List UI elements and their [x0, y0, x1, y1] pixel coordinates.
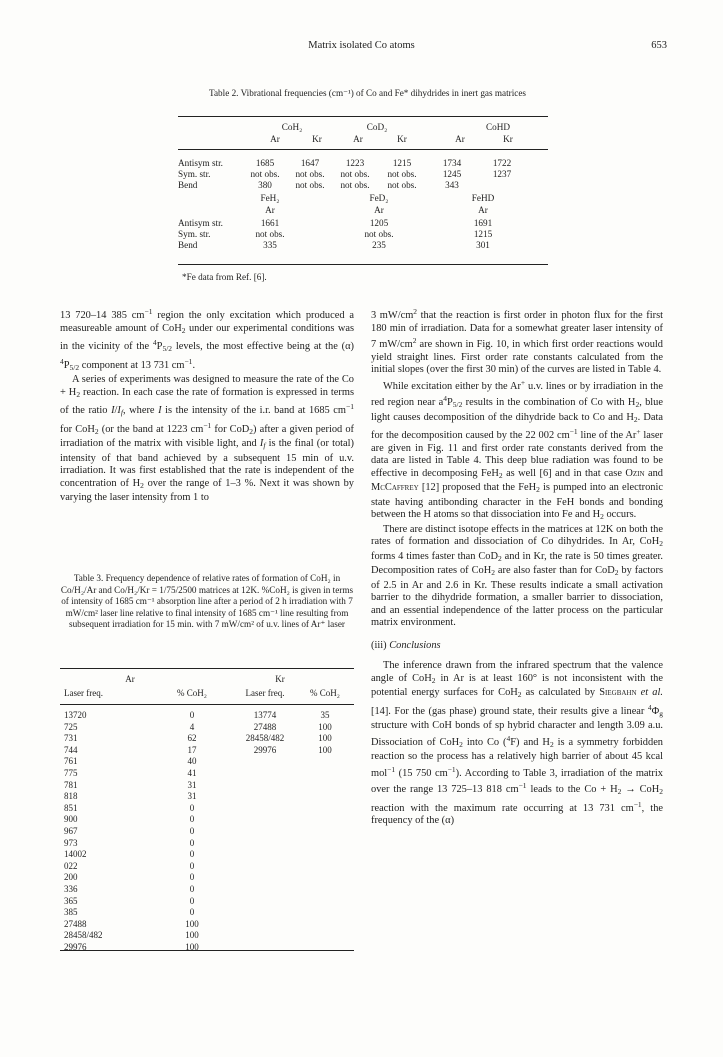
table2-matrix: Ar — [270, 134, 280, 144]
table3-ar-freq: 28458/482 — [64, 930, 103, 941]
table2-cell: not obs. — [255, 229, 285, 239]
table2-group: FeH₂ — [260, 193, 280, 203]
table2-cell: 1722 — [492, 158, 512, 168]
table3-ar-pct: 100 — [185, 942, 199, 952]
table2-cell: not obs. — [387, 180, 417, 190]
right-column-text: 3 $mW/cm^2$ that the reaction is first order in photon flux for the first 180 min of irradiation. Data for a somewhat greater laser intensity of 7 $mW/cm^2$ are shown in Fig. 10, in which first order reactions would yield straight lines. First order rate constants calculated from the initial slopes (over the first 30 min) of the curves are listed in Table 4. While excitation either by the Ar+ u.v. lines or by irradiation in the red region near $a^4P_{5/2}$ results in the combination of Co with $H_2$, blue light causes decomposition of the dihydride back to Co and $H_2$. Data for the decomposition caused by the 22 002 $cm^{-1}$ line of the Ar+ laser are given in Fig. 11 and first order rate constants derived from the data are listed in Table 4. This deep blue radiation was found to be effective in decomposing FeH$_2$ as well [6] and in that case Ozin and McCaffrey [12] proposed that the FeH$_2$ is pumped into an electronic state having antibonding character in the FeH bonds and bonding between the H atoms so that dissociation into Fe and $H_2$ occurs. There are distinct isotope effects in the matrices at 12K on both the rates of formation and dissociation of Co dihydrides. In Ar, CoH$_2$ forms 4 times faster than CoD$_2$ and in Kr, the rate is 50 times greater. Decomposition rates of CoH$_2$ are also faster than for CoD$_2$ by factors of 2.5 in Ar and 2.6 in Kr. These results indicate a small activation barrier to the dihydride formation, a smaller barrier to dissociation, and an essential independence of the latter process on the particular matrix environment. (iii) Conclusions The inference drawn from the infrared spectrum that the valence angle of CoH$_2$ in Ar is at least 160° is not inconsistent with the potential energy surfaces for CoH$_2$ as calculated by Siegbahn et al. [14]. For the (gas phase) ground state, their results give a linear $^4\Phi_g$ structure with CoH bonds of sp hybrid character and length 3.09 a.u. Dissociation of CoH$_2$ into Co ($^4$F) and $H_2$ is a symmetry forbidden reaction so the process has a relatively high barrier of about 45 kcal mol$^{-1}$ (15 750 $cm^{-1}$). According to Table 3, irradiation of the matrix over the range 13 725–13 818 $cm^{-1}$ leads to the $Co + H_2 \to CoH_2$ reaction with the maximum rate occurring at 13 731 $cm^{-1}$, the frequency of the (α) — [371, 307, 664, 826]
page-number: 653 — [651, 40, 667, 51]
table2-row-label: Antisym str. — [178, 158, 223, 168]
table2-matrix: Ar — [455, 134, 465, 144]
table3-ar-pct: 100 — [185, 918, 199, 929]
table2-cell: 1647 — [300, 158, 320, 168]
table3-ar-pct: 0 — [189, 826, 195, 836]
table3-group-ar: Ar — [125, 674, 135, 684]
table2-cell: not obs. — [387, 169, 417, 179]
table3-ar-freq: 27488 — [64, 918, 87, 929]
table3-ar-freq: 818 — [64, 791, 78, 802]
table2-matrix: Ar — [374, 205, 384, 215]
table2-header-rule — [178, 149, 548, 150]
table3-kr-pct: 35 — [320, 710, 330, 720]
table2-group: FeHD — [471, 193, 495, 203]
table3-ar-freq: 967 — [64, 826, 78, 836]
table2-cell: 1237 — [492, 169, 512, 179]
table3-ar-pct: 0 — [189, 849, 195, 860]
table3-kr-freq: 13774 — [253, 710, 277, 720]
table3-ar-freq: 29976 — [64, 942, 87, 952]
table3-header: % CoH₂ — [310, 688, 340, 698]
table2-cell: 1245 — [442, 169, 462, 179]
table2-matrix: Ar — [478, 205, 488, 215]
table3-ar-freq: 385 — [64, 907, 78, 918]
table2-matrix: Ar — [353, 134, 363, 144]
table3-group-kr: Kr — [275, 674, 285, 684]
table3-ar-freq: 851 — [64, 802, 78, 813]
table3-ar-freq: 13720 — [64, 710, 87, 720]
table3-ar-pct: 0 — [189, 884, 195, 894]
table3-ar-pct: 17 — [187, 744, 197, 755]
table3-kr-pct: 100 — [318, 733, 332, 744]
table3-ar-pct: 31 — [187, 791, 197, 802]
table2-cell: not obs. — [250, 169, 280, 179]
table3-kr-freq: 27488 — [253, 721, 277, 732]
table2-group: CoHD — [486, 122, 510, 132]
table3-ar-pct: 31 — [187, 779, 197, 790]
table2-cell: not obs. — [340, 169, 370, 179]
table3-ar-freq: 365 — [64, 895, 78, 906]
running-title: Matrix isolated Co atoms — [308, 40, 415, 51]
table2-cell: 1685 — [255, 158, 275, 168]
table2-cell: 1215 — [392, 158, 412, 168]
table3-kr-freq: 29976 — [253, 744, 277, 755]
left-column-text: 13 720–14 385 $cm^{-1}$ region the only excitation which produced a measureable amount of CoH$_2$ under our experimental conditions was in the vicinity of the $^4P_{5/2}$ levels, the most effective being at the (α) $^4P_{5/2}$ component at 13 731 $cm^{-1}$. A series of experiments was designed to measure the rate of the $Co + H_2$ reaction. In each case the rate of formation is expressed in terms of the ratio $I/I_f$, where I is the intensity of the i.r. band at 1685 $cm^{-1}$ for CoH$_2$ (or the band at 1223 $cm^{-1}$ for CoD$_2$) after a given period of irradiation of the matrix with visible light, and $I_f$ is the final (or total) intensity of that band achieved by a subsequent 15 min of u.v. irradiation. It was first established that the rate is independent of the concentration of $H_2$ over the range of 1–3 %. Next it was shown by varying the laser intensity from 1 to — [60, 307, 355, 503]
table3-ar-pct: 41 — [187, 768, 197, 778]
table3-kr-pct: 100 — [318, 721, 332, 732]
table2-cell: 343 — [445, 180, 459, 190]
table3-ar-pct: 0 — [189, 837, 195, 848]
table3-ar-freq: 725 — [64, 721, 78, 732]
table2-cell: 301 — [476, 240, 490, 250]
table2-row-label: Sym. str. — [178, 169, 211, 179]
table3-kr-pct: 100 — [318, 744, 332, 755]
table2-group: FeD₂ — [369, 193, 389, 203]
table2-cell: 1223 — [345, 158, 365, 168]
table2-matrix: Ar — [265, 205, 275, 215]
table2-group: CoH₂ — [281, 122, 303, 132]
table2-group: CoD₂ — [366, 122, 388, 132]
table2-cell: not obs. — [295, 180, 325, 190]
table3-ar-pct: 62 — [187, 733, 197, 744]
table3-ar-freq: 761 — [64, 756, 78, 767]
table3-ar-freq: 973 — [64, 837, 78, 848]
table3-ar-pct: 0 — [189, 814, 195, 825]
table3-ar-pct: 0 — [189, 895, 195, 906]
table3-ar-freq: 14002 — [64, 849, 87, 860]
table2-bottom-rule — [178, 264, 548, 265]
table3-ar-pct: 0 — [189, 907, 195, 918]
table2-row-label: Antisym str. — [178, 218, 223, 228]
table2-cell: 335 — [263, 240, 277, 250]
table3-ar-freq: 731 — [64, 733, 78, 744]
table2-matrix: Kr — [312, 134, 322, 144]
table2-cell: not obs. — [295, 169, 325, 179]
table3-header-rule — [60, 704, 354, 705]
table3-top-rule — [60, 668, 354, 669]
table3-ar-freq: 744 — [64, 744, 78, 755]
table2-matrix: Kr — [397, 134, 407, 144]
table2-row-label: Bend — [178, 240, 198, 250]
table2-caption: Table 2. Vibrational frequencies (cm⁻¹) of Co and Fe* dihydrides in inert gas matrices — [209, 88, 526, 98]
table3-ar-pct: 100 — [185, 930, 199, 941]
table3-ar-freq: 775 — [64, 768, 78, 778]
table2-cell: not obs. — [340, 180, 370, 190]
table3-caption: Table 3. Frequency dependence of relative rates of formation of CoH₂ in Co/H₂/Ar and Co/H₂/Kr = 1/75/2500 matrices at 12K. %CoH₂ is given in terms of intensity of 1685 cm⁻¹ absorption line after a period of 2 h irradiation with 7 mW/cm² laser line relative to final intensity of 1685 cm⁻¹ line resulting from subsequent irradiation for 15 min. with 7 mW/cm² of u.v. lines of Ar⁺ laser — [60, 573, 354, 629]
table3-ar-pct: 0 — [189, 872, 195, 883]
table2-cell: 235 — [372, 240, 386, 250]
table3-kr-freq: 28458/482 — [245, 733, 285, 744]
table3-header: Laser freq. — [64, 688, 103, 698]
table3-ar-freq: 900 — [64, 814, 78, 825]
table3-ar-freq: 200 — [64, 872, 78, 883]
table2-footnote: *Fe data from Ref. [6]. — [182, 272, 267, 282]
table2-cell: 1205 — [369, 218, 389, 228]
table3-ar-pct: 4 — [189, 721, 195, 732]
table3-ar-freq: 022 — [64, 860, 78, 871]
table3-ar-pct: 0 — [189, 710, 195, 720]
table3-ar-freq: 336 — [64, 884, 78, 894]
table2-cell: 1734 — [442, 158, 462, 168]
table2-cell: not obs. — [364, 229, 394, 239]
table2-cell: 380 — [258, 180, 272, 190]
table2-row-label: Sym. str. — [178, 229, 211, 239]
table3-ar-pct: 0 — [189, 860, 195, 871]
table2-row-label: Bend — [178, 180, 198, 190]
table3-ar-pct: 40 — [187, 756, 197, 767]
table3-header: Laser freq. — [245, 688, 285, 698]
table2-top-rule — [178, 116, 548, 117]
table2-cell: 1215 — [473, 229, 493, 239]
table2-matrix: Kr — [503, 134, 513, 144]
table2-cell: 1661 — [260, 218, 280, 228]
table3-ar-freq: 781 — [64, 779, 78, 790]
table3-header: % CoH₂ — [177, 688, 207, 698]
table3-ar-pct: 0 — [189, 802, 195, 813]
table2-cell: 1691 — [473, 218, 493, 228]
